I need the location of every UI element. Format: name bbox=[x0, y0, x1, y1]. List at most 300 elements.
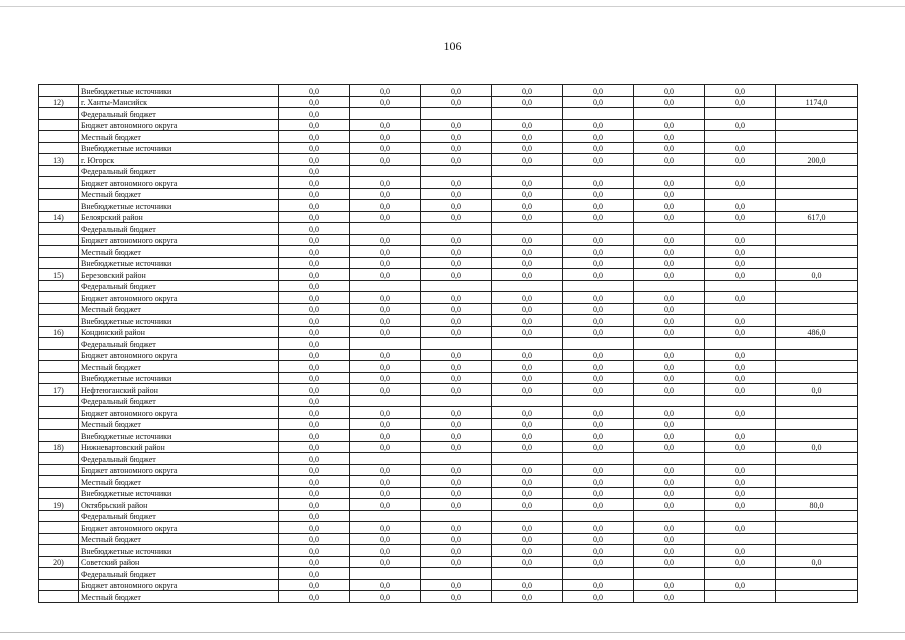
value-cell: 0,0 bbox=[492, 418, 563, 430]
value-cell: 0,0 bbox=[705, 430, 776, 442]
value-cell: 0,0 bbox=[350, 154, 421, 166]
value-cell: 0,0 bbox=[634, 211, 705, 223]
row-label: Белоярский район bbox=[79, 211, 279, 223]
value-cell: 0,0 bbox=[563, 464, 634, 476]
value-cell: 0,0 bbox=[563, 119, 634, 131]
row-number bbox=[39, 257, 79, 269]
value-cell bbox=[492, 165, 563, 177]
value-cell: 0,0 bbox=[705, 119, 776, 131]
value-cell: 0,0 bbox=[563, 292, 634, 304]
table-row-region bbox=[39, 499, 858, 511]
value-cell bbox=[705, 303, 776, 315]
value-cell: 0,0 bbox=[492, 131, 563, 143]
total-cell bbox=[776, 591, 858, 603]
value-cell: 0,0 bbox=[705, 522, 776, 534]
value-cell bbox=[421, 223, 492, 235]
value-cell: 0,0 bbox=[634, 533, 705, 545]
row-number bbox=[39, 223, 79, 235]
value-cell: 0,0 bbox=[279, 591, 350, 603]
value-cell bbox=[705, 533, 776, 545]
value-cell: 0,0 bbox=[492, 407, 563, 419]
value-cell: 0,0 bbox=[563, 349, 634, 361]
value-cell: 0,0 bbox=[279, 154, 350, 166]
value-cell: 0,0 bbox=[492, 533, 563, 545]
value-cell: 0,0 bbox=[279, 246, 350, 258]
row-label: Внебюджетные источники bbox=[79, 85, 279, 97]
row-number bbox=[39, 476, 79, 488]
row-label: Местный бюджет bbox=[79, 591, 279, 603]
value-cell: 0,0 bbox=[563, 211, 634, 223]
table-row bbox=[39, 188, 858, 200]
value-cell: 0,0 bbox=[492, 303, 563, 315]
value-cell: 0,0 bbox=[492, 464, 563, 476]
value-cell: 0,0 bbox=[350, 418, 421, 430]
value-cell: 0,0 bbox=[279, 556, 350, 568]
value-cell: 0,0 bbox=[705, 85, 776, 97]
value-cell: 0,0 bbox=[563, 131, 634, 143]
table-row bbox=[39, 119, 858, 131]
value-cell: 0,0 bbox=[492, 257, 563, 269]
total-cell: 617,0 bbox=[776, 211, 858, 223]
row-number bbox=[39, 280, 79, 292]
value-cell: 0,0 bbox=[421, 372, 492, 384]
page-number: 106 bbox=[443, 39, 462, 53]
table-row-region bbox=[39, 556, 858, 568]
value-cell: 0,0 bbox=[350, 119, 421, 131]
row-label: Внебюджетные источники bbox=[79, 487, 279, 499]
value-cell: 0,0 bbox=[492, 326, 563, 338]
value-cell bbox=[421, 338, 492, 350]
row-label: Бюджет автономного округа bbox=[79, 522, 279, 534]
row-number: 19) bbox=[39, 499, 79, 511]
value-cell: 0,0 bbox=[279, 522, 350, 534]
total-cell bbox=[776, 315, 858, 327]
total-cell bbox=[776, 522, 858, 534]
value-cell: 0,0 bbox=[279, 234, 350, 246]
row-label: Нефтеюганский район bbox=[79, 384, 279, 396]
value-cell: 0,0 bbox=[350, 246, 421, 258]
value-cell bbox=[421, 280, 492, 292]
value-cell bbox=[705, 165, 776, 177]
value-cell: 0,0 bbox=[705, 292, 776, 304]
table-row-region bbox=[39, 441, 858, 453]
value-cell: 0,0 bbox=[279, 487, 350, 499]
total-cell bbox=[776, 407, 858, 419]
value-cell bbox=[421, 108, 492, 120]
value-cell: 0,0 bbox=[279, 395, 350, 407]
value-cell: 0,0 bbox=[492, 349, 563, 361]
value-cell: 0,0 bbox=[705, 246, 776, 258]
value-cell bbox=[492, 510, 563, 522]
row-label: Федеральный бюджет bbox=[79, 453, 279, 465]
row-label: Бюджет автономного округа bbox=[79, 234, 279, 246]
value-cell: 0,0 bbox=[279, 119, 350, 131]
value-cell: 0,0 bbox=[634, 292, 705, 304]
total-cell bbox=[776, 85, 858, 97]
value-cell: 0,0 bbox=[634, 131, 705, 143]
value-cell: 0,0 bbox=[634, 476, 705, 488]
value-cell: 0,0 bbox=[634, 200, 705, 212]
value-cell: 0,0 bbox=[634, 522, 705, 534]
value-cell bbox=[705, 108, 776, 120]
value-cell: 0,0 bbox=[634, 303, 705, 315]
value-cell bbox=[492, 453, 563, 465]
value-cell bbox=[350, 395, 421, 407]
row-label: Местный бюджет bbox=[79, 476, 279, 488]
value-cell: 0,0 bbox=[705, 556, 776, 568]
value-cell: 0,0 bbox=[634, 579, 705, 591]
value-cell bbox=[634, 395, 705, 407]
row-number bbox=[39, 430, 79, 442]
row-number bbox=[39, 177, 79, 189]
value-cell: 0,0 bbox=[421, 96, 492, 108]
row-number bbox=[39, 108, 79, 120]
value-cell bbox=[705, 188, 776, 200]
value-cell: 0,0 bbox=[279, 269, 350, 281]
table-row bbox=[39, 165, 858, 177]
row-number bbox=[39, 372, 79, 384]
total-cell bbox=[776, 430, 858, 442]
row-label: Внебюджетные источники bbox=[79, 200, 279, 212]
table-row-region bbox=[39, 384, 858, 396]
table-row bbox=[39, 418, 858, 430]
value-cell: 0,0 bbox=[279, 165, 350, 177]
budget-table bbox=[38, 84, 858, 603]
table-row bbox=[39, 453, 858, 465]
value-cell: 0,0 bbox=[350, 499, 421, 511]
value-cell: 0,0 bbox=[350, 315, 421, 327]
value-cell bbox=[350, 338, 421, 350]
value-cell: 0,0 bbox=[634, 234, 705, 246]
value-cell bbox=[350, 510, 421, 522]
row-number: 15) bbox=[39, 269, 79, 281]
total-cell bbox=[776, 510, 858, 522]
table-row bbox=[39, 545, 858, 557]
value-cell bbox=[492, 395, 563, 407]
value-cell bbox=[634, 280, 705, 292]
total-cell: 1174,0 bbox=[776, 96, 858, 108]
value-cell: 0,0 bbox=[279, 315, 350, 327]
row-number bbox=[39, 533, 79, 545]
value-cell: 0,0 bbox=[705, 326, 776, 338]
value-cell bbox=[705, 223, 776, 235]
value-cell: 0,0 bbox=[421, 246, 492, 258]
table-row bbox=[39, 200, 858, 212]
value-cell: 0,0 bbox=[563, 522, 634, 534]
value-cell: 0,0 bbox=[279, 384, 350, 396]
value-cell: 0,0 bbox=[279, 510, 350, 522]
row-number bbox=[39, 579, 79, 591]
value-cell: 0,0 bbox=[350, 476, 421, 488]
value-cell: 0,0 bbox=[705, 372, 776, 384]
total-cell bbox=[776, 395, 858, 407]
value-cell bbox=[563, 223, 634, 235]
total-cell bbox=[776, 280, 858, 292]
value-cell: 0,0 bbox=[492, 246, 563, 258]
value-cell bbox=[563, 568, 634, 580]
value-cell bbox=[634, 510, 705, 522]
table-row bbox=[39, 407, 858, 419]
total-cell bbox=[776, 487, 858, 499]
value-cell: 0,0 bbox=[705, 499, 776, 511]
value-cell: 0,0 bbox=[350, 464, 421, 476]
table-row-region bbox=[39, 96, 858, 108]
total-cell bbox=[776, 200, 858, 212]
row-number bbox=[39, 418, 79, 430]
value-cell: 0,0 bbox=[563, 246, 634, 258]
total-cell: 486,0 bbox=[776, 326, 858, 338]
value-cell: 0,0 bbox=[279, 223, 350, 235]
value-cell: 0,0 bbox=[492, 499, 563, 511]
value-cell: 0,0 bbox=[634, 464, 705, 476]
value-cell bbox=[634, 453, 705, 465]
table-row-region bbox=[39, 154, 858, 166]
value-cell bbox=[492, 338, 563, 350]
value-cell bbox=[421, 165, 492, 177]
value-cell bbox=[634, 165, 705, 177]
row-number bbox=[39, 85, 79, 97]
value-cell: 0,0 bbox=[492, 154, 563, 166]
budget-table-body bbox=[39, 85, 858, 603]
row-label: Федеральный бюджет bbox=[79, 165, 279, 177]
value-cell: 0,0 bbox=[563, 142, 634, 154]
value-cell bbox=[563, 338, 634, 350]
value-cell: 0,0 bbox=[279, 188, 350, 200]
value-cell: 0,0 bbox=[421, 556, 492, 568]
value-cell: 0,0 bbox=[492, 269, 563, 281]
total-cell bbox=[776, 533, 858, 545]
value-cell: 0,0 bbox=[350, 292, 421, 304]
value-cell bbox=[421, 453, 492, 465]
value-cell: 0,0 bbox=[705, 349, 776, 361]
value-cell: 0,0 bbox=[492, 292, 563, 304]
value-cell: 0,0 bbox=[563, 418, 634, 430]
value-cell: 0,0 bbox=[350, 234, 421, 246]
total-cell: 80,0 bbox=[776, 499, 858, 511]
value-cell: 0,0 bbox=[350, 200, 421, 212]
table-row bbox=[39, 223, 858, 235]
value-cell: 0,0 bbox=[279, 200, 350, 212]
value-cell: 0,0 bbox=[563, 579, 634, 591]
value-cell: 0,0 bbox=[705, 464, 776, 476]
value-cell: 0,0 bbox=[634, 361, 705, 373]
row-label: Кондинский район bbox=[79, 326, 279, 338]
value-cell bbox=[492, 223, 563, 235]
value-cell bbox=[350, 453, 421, 465]
row-number: 18) bbox=[39, 441, 79, 453]
value-cell: 0,0 bbox=[421, 545, 492, 557]
table-row bbox=[39, 533, 858, 545]
table-row bbox=[39, 464, 858, 476]
value-cell bbox=[421, 568, 492, 580]
value-cell: 0,0 bbox=[350, 579, 421, 591]
total-cell bbox=[776, 165, 858, 177]
value-cell: 0,0 bbox=[634, 384, 705, 396]
row-label: Березовский район bbox=[79, 269, 279, 281]
value-cell: 0,0 bbox=[350, 131, 421, 143]
value-cell: 0,0 bbox=[350, 349, 421, 361]
total-cell bbox=[776, 131, 858, 143]
value-cell: 0,0 bbox=[492, 372, 563, 384]
value-cell: 0,0 bbox=[492, 591, 563, 603]
value-cell: 0,0 bbox=[634, 142, 705, 154]
row-number bbox=[39, 246, 79, 258]
value-cell: 0,0 bbox=[279, 453, 350, 465]
value-cell: 0,0 bbox=[705, 315, 776, 327]
row-number bbox=[39, 349, 79, 361]
value-cell bbox=[492, 108, 563, 120]
value-cell: 0,0 bbox=[634, 326, 705, 338]
table-row bbox=[39, 591, 858, 603]
total-cell bbox=[776, 579, 858, 591]
value-cell: 0,0 bbox=[563, 591, 634, 603]
value-cell: 0,0 bbox=[563, 476, 634, 488]
table-row bbox=[39, 142, 858, 154]
row-number: 13) bbox=[39, 154, 79, 166]
total-cell bbox=[776, 177, 858, 189]
table-row bbox=[39, 568, 858, 580]
value-cell: 0,0 bbox=[634, 349, 705, 361]
value-cell: 0,0 bbox=[421, 430, 492, 442]
value-cell: 0,0 bbox=[279, 441, 350, 453]
total-cell bbox=[776, 464, 858, 476]
value-cell: 0,0 bbox=[279, 303, 350, 315]
table-row bbox=[39, 177, 858, 189]
value-cell: 0,0 bbox=[421, 315, 492, 327]
value-cell: 0,0 bbox=[350, 211, 421, 223]
value-cell: 0,0 bbox=[421, 418, 492, 430]
value-cell: 0,0 bbox=[279, 257, 350, 269]
value-cell: 0,0 bbox=[350, 430, 421, 442]
value-cell: 0,0 bbox=[563, 85, 634, 97]
row-label: Внебюджетные источники bbox=[79, 142, 279, 154]
value-cell: 0,0 bbox=[563, 315, 634, 327]
value-cell: 0,0 bbox=[421, 407, 492, 419]
value-cell: 0,0 bbox=[279, 407, 350, 419]
value-cell: 0,0 bbox=[634, 556, 705, 568]
row-label: Бюджет автономного округа bbox=[79, 349, 279, 361]
table-row bbox=[39, 292, 858, 304]
value-cell: 0,0 bbox=[563, 487, 634, 499]
value-cell: 0,0 bbox=[421, 487, 492, 499]
row-number: 16) bbox=[39, 326, 79, 338]
row-number bbox=[39, 464, 79, 476]
value-cell: 0,0 bbox=[634, 499, 705, 511]
row-number bbox=[39, 131, 79, 143]
value-cell: 0,0 bbox=[279, 568, 350, 580]
value-cell: 0,0 bbox=[421, 441, 492, 453]
total-cell bbox=[776, 349, 858, 361]
value-cell: 0,0 bbox=[563, 303, 634, 315]
value-cell: 0,0 bbox=[492, 430, 563, 442]
row-label: Внебюджетные источники bbox=[79, 257, 279, 269]
value-cell: 0,0 bbox=[350, 269, 421, 281]
row-label: Внебюджетные источники bbox=[79, 372, 279, 384]
total-cell bbox=[776, 545, 858, 557]
value-cell: 0,0 bbox=[350, 85, 421, 97]
value-cell: 0,0 bbox=[705, 96, 776, 108]
total-cell bbox=[776, 292, 858, 304]
row-label: Местный бюджет bbox=[79, 188, 279, 200]
value-cell bbox=[705, 591, 776, 603]
value-cell: 0,0 bbox=[634, 430, 705, 442]
value-cell: 0,0 bbox=[279, 349, 350, 361]
total-cell bbox=[776, 568, 858, 580]
row-label: Местный бюджет bbox=[79, 533, 279, 545]
value-cell: 0,0 bbox=[350, 372, 421, 384]
value-cell: 0,0 bbox=[421, 292, 492, 304]
value-cell bbox=[421, 395, 492, 407]
total-cell bbox=[776, 142, 858, 154]
value-cell: 0,0 bbox=[705, 257, 776, 269]
value-cell: 0,0 bbox=[421, 326, 492, 338]
total-cell bbox=[776, 338, 858, 350]
value-cell bbox=[705, 395, 776, 407]
value-cell bbox=[350, 108, 421, 120]
row-number bbox=[39, 487, 79, 499]
table-row bbox=[39, 131, 858, 143]
value-cell: 0,0 bbox=[350, 142, 421, 154]
value-cell: 0,0 bbox=[492, 142, 563, 154]
value-cell: 0,0 bbox=[705, 441, 776, 453]
value-cell bbox=[350, 280, 421, 292]
value-cell: 0,0 bbox=[634, 441, 705, 453]
value-cell: 0,0 bbox=[492, 315, 563, 327]
value-cell: 0,0 bbox=[421, 269, 492, 281]
row-number bbox=[39, 234, 79, 246]
value-cell bbox=[705, 418, 776, 430]
row-number bbox=[39, 165, 79, 177]
value-cell bbox=[421, 510, 492, 522]
value-cell bbox=[563, 510, 634, 522]
value-cell: 0,0 bbox=[563, 430, 634, 442]
value-cell bbox=[634, 568, 705, 580]
value-cell: 0,0 bbox=[350, 533, 421, 545]
row-label: Местный бюджет bbox=[79, 361, 279, 373]
scan-bottom-edge bbox=[0, 632, 905, 633]
value-cell bbox=[634, 223, 705, 235]
value-cell: 0,0 bbox=[634, 85, 705, 97]
row-number bbox=[39, 591, 79, 603]
value-cell: 0,0 bbox=[705, 361, 776, 373]
table-row bbox=[39, 395, 858, 407]
table-row bbox=[39, 315, 858, 327]
value-cell: 0,0 bbox=[279, 476, 350, 488]
table-row bbox=[39, 246, 858, 258]
value-cell bbox=[492, 280, 563, 292]
value-cell: 0,0 bbox=[421, 119, 492, 131]
value-cell: 0,0 bbox=[421, 131, 492, 143]
table-row bbox=[39, 522, 858, 534]
value-cell: 0,0 bbox=[492, 188, 563, 200]
value-cell bbox=[705, 568, 776, 580]
value-cell: 0,0 bbox=[350, 384, 421, 396]
value-cell: 0,0 bbox=[634, 246, 705, 258]
total-cell bbox=[776, 453, 858, 465]
value-cell: 0,0 bbox=[279, 85, 350, 97]
value-cell: 0,0 bbox=[705, 142, 776, 154]
value-cell: 0,0 bbox=[421, 533, 492, 545]
total-cell bbox=[776, 418, 858, 430]
value-cell: 0,0 bbox=[279, 372, 350, 384]
row-number bbox=[39, 545, 79, 557]
row-label: Федеральный бюджет bbox=[79, 108, 279, 120]
value-cell bbox=[350, 223, 421, 235]
row-label: Федеральный бюджет bbox=[79, 223, 279, 235]
value-cell: 0,0 bbox=[563, 188, 634, 200]
row-label: Нижневартовский район bbox=[79, 441, 279, 453]
value-cell: 0,0 bbox=[421, 85, 492, 97]
